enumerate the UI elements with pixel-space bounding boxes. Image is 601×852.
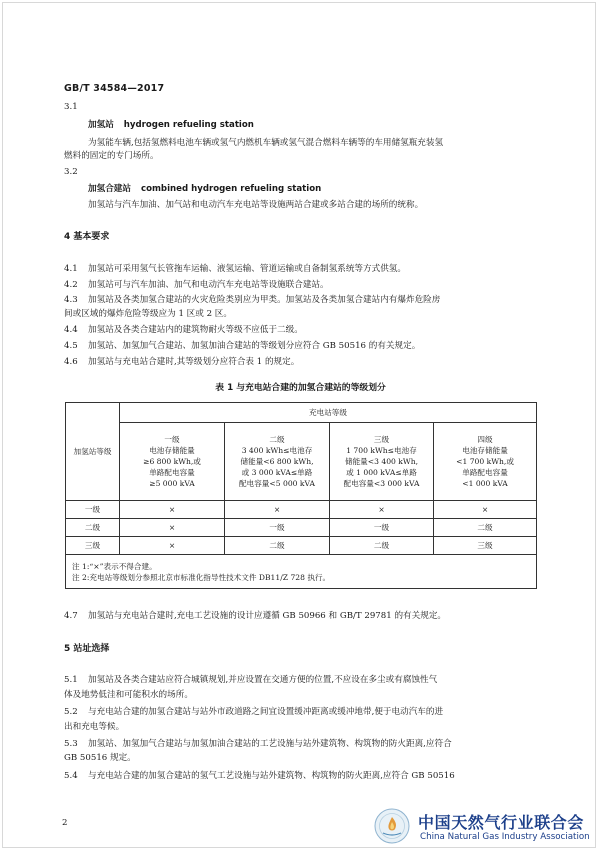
definition-text-line: 燃料的固定的专门场所。	[64, 151, 159, 161]
clause-number: 5.1	[64, 675, 78, 685]
clause-number: 4.2	[64, 280, 78, 290]
clause-text: 加氢站可采用氢气长管拖车运输、液氢运输、管道运输或自备制氢系统等方式供氢。	[88, 264, 406, 274]
clause-text: 出和充电等候。	[64, 722, 125, 732]
page-number: 2	[62, 818, 68, 828]
clause-number: 4.7	[64, 611, 78, 621]
table-row: 三级 × 二级 二级 三级	[66, 537, 537, 555]
term-zh: 加氢站	[88, 120, 114, 130]
clause-text: 体及地势低洼和可能积水的场所。	[64, 690, 193, 700]
column-header-cell: 二级 3 400 kWh≤电池存 储能量<6 800 kWh, 或 3 000 kVA≤单路 配电容量<5 000 kVA	[225, 423, 330, 501]
clause-text: 加氢站及各类合建站内的建筑物耐火等级不应低于二级。	[88, 325, 303, 335]
grade-table	[65, 402, 537, 589]
table-note: 注 1:“×”表示不得合建。	[72, 561, 157, 571]
section-heading: 4 基本要求	[64, 232, 110, 242]
standard-code: GB/T 34584—2017	[64, 83, 165, 94]
clause-text: 加氢站及各类加氢合建站的火灾危险类别应为甲类。加氢站及各类加氢合建站内有爆炸危险房	[88, 295, 441, 305]
clause-text: 加氢站及各类合建站应符合城镇规划,并应设置在交通方便的位置,不应设在多尘或有腐蚀性气	[88, 675, 438, 685]
table-caption: 表 1 与充电站合建的加氢合建站的等级划分	[215, 383, 386, 393]
clause-text: 加氢站与充电站合建时,其等级划分应符合表 1 的规定。	[88, 357, 300, 367]
clause-number: 5.2	[64, 707, 78, 717]
clause-number: 4.1	[64, 264, 78, 274]
section-heading: 5 站址选择	[64, 644, 110, 654]
clause-text: 与充电站合建的加氢合建站与站外市政道路之间宜设置缓冲距离或缓冲地带,便于电动汽车的进	[88, 707, 444, 717]
table-row: 一级 × × × ×	[66, 501, 537, 519]
definition-term	[88, 183, 321, 195]
association-seal-icon	[374, 808, 410, 844]
term-en: combined hydrogen refueling station	[140, 184, 322, 194]
definition-term	[88, 119, 254, 131]
clause-number: 5.3	[64, 739, 78, 749]
clause-number: 4.6	[64, 357, 78, 367]
term-en: hydrogen refueling station	[123, 120, 254, 130]
definition-text-line: 为氢能车辆,包括氢燃料电池车辆或氢气内燃机车辆或氢气混合燃料车辆等的车用储氢瓶充装氢	[88, 138, 444, 148]
clause-number: 4.5	[64, 341, 78, 351]
clause-text: 间或区域的爆炸危险等级应为 1 区或 2 区。	[64, 309, 232, 319]
definition-text-line: 加氢站与汽车加油、加气站和电动汽车充电站等设施两站合建或多站合建的场所的统称。	[88, 200, 424, 210]
column-header-cell: 四级 电池存储能量 <1 700 kWh,或 单路配电容量 <1 000 kVA	[434, 423, 537, 501]
association-name-en: China Natural Gas Industry Association	[420, 832, 590, 842]
definition-number: 3.1	[64, 102, 78, 112]
clause-text: 加氢站可与汽车加油、加气和电动汽车充电站等设施联合建站。	[88, 280, 329, 290]
clause-text: 加氢站、加氢加气合建站与加氢加油合建站的工艺设施与站外建筑物、构筑物的防火距离,应符合	[88, 739, 452, 749]
clause-text: 加氢站、加氢加气合建站、加氢加油合建站的等级划分应符合 GB 50516 的有关规定。	[88, 341, 421, 351]
row-header-cell: 加氢站等级	[66, 403, 120, 501]
table-notes-row	[66, 555, 537, 589]
term-zh: 加氢合建站	[88, 184, 131, 194]
group-header-cell: 充电站等级	[120, 403, 537, 423]
column-header-cell: 一级 电池存储能量 ≥6 800 kWh,或 单路配电容量 ≥5 000 kVA	[120, 423, 225, 501]
clause-number: 5.4	[64, 771, 78, 781]
table-row: 二级 × 一级 一级 二级	[66, 519, 537, 537]
definition-number: 3.2	[64, 167, 78, 177]
clause-number: 4.4	[64, 325, 78, 335]
column-header-cell: 三级 1 700 kWh≤电池存 储能量<3 400 kWh, 或 1 000 kVA≤单路 配电容量<3 000 kVA	[330, 423, 434, 501]
clause-number: 4.3	[64, 295, 78, 305]
clause-text: GB 50516 规定。	[64, 753, 136, 763]
association-name-zh: 中国天然气行业联合会	[418, 813, 585, 832]
table-note: 注 2:充电站等级划分参照北京市标准化指导性技术文件 DB11/Z 728 执行。	[72, 572, 331, 582]
clause-text: 与充电站合建的加氢合建站的氢气工艺设施与站外建筑物、构筑物的防火距离,应符合 GB 50516	[88, 771, 455, 781]
clause-text: 加氢站与充电站合建时,充电工艺设施的设计应遵循 GB 50966 和 GB/T 29781 的有关规定。	[88, 611, 447, 621]
